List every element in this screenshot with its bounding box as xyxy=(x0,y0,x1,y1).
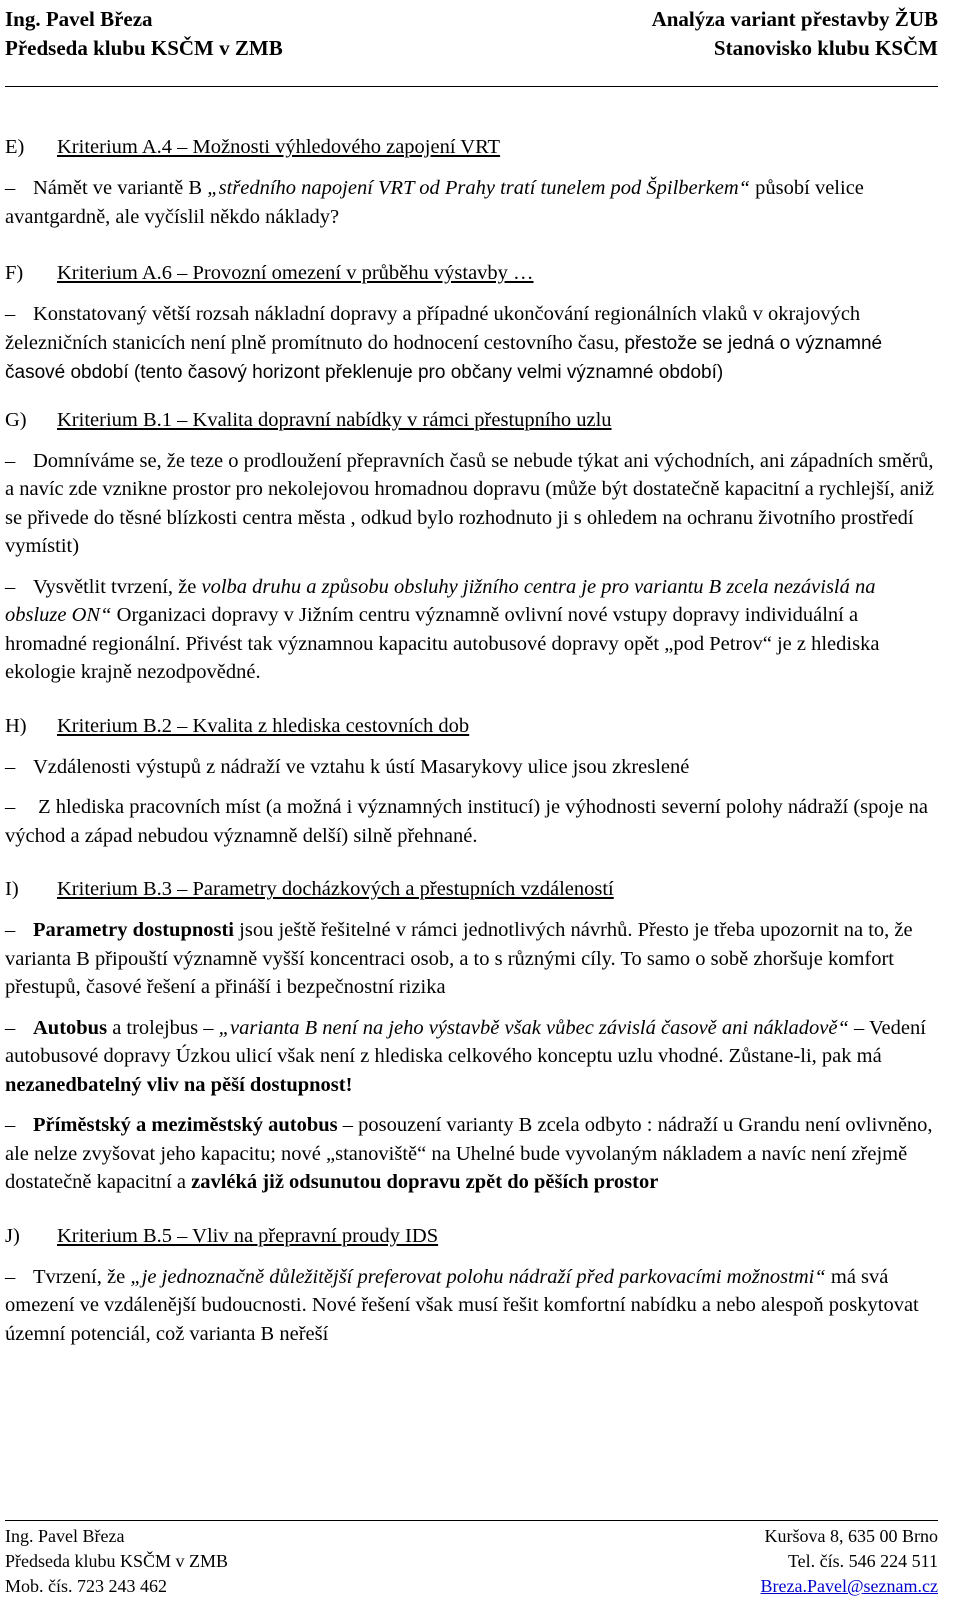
header-role: Předseda klubu KSČM v ZMB xyxy=(5,36,283,60)
footer-mobile: Mob. čís. 723 243 462 xyxy=(5,1576,167,1596)
section-letter: I) xyxy=(5,878,19,900)
bullet-dash: – xyxy=(5,177,16,199)
footer-phone: Tel. čís. 546 224 511 xyxy=(787,1551,938,1571)
bullet-dash: – xyxy=(5,1265,16,1288)
bullet-dash: – xyxy=(5,796,16,818)
page-header xyxy=(5,5,938,85)
section-g-heading xyxy=(5,405,940,435)
section-f xyxy=(5,258,940,388)
header-doc-subtitle: Stanovisko klubu KSČM xyxy=(713,36,938,60)
bullet-dash: – xyxy=(5,919,16,941)
bullet-dash: – xyxy=(5,303,16,325)
paragraph: – Z hlediska pracovních míst (a možná i významných institucí) je výhodnosti severní polohy nádraží (spoje na východ a západ nebudou významně delší) silně přehnané. xyxy=(5,793,940,850)
footer-role: Předseda klubu KSČM v ZMB xyxy=(5,1551,229,1571)
footer-right xyxy=(761,1524,939,1599)
header-right xyxy=(652,5,938,63)
paragraph: – Tvrzení, že „je jednoznačně důležitější preferovat polohu nádraží před parkovacími možnostmi“ má svá omezení ve vzdálenější budoucnosti. Nové řešení však musí řešit komfortní nabídku a nebo alespoň poskytovat územní potenciál, což varianta B neřeší xyxy=(5,1263,940,1349)
footer-name: Ing. Pavel Březa xyxy=(5,1526,125,1546)
document-body xyxy=(5,132,940,1348)
bullet-dash: – xyxy=(5,755,16,778)
section-i-heading xyxy=(5,874,940,904)
footer-rule xyxy=(5,1520,938,1521)
section-title: Kriterium B.1 – Kvalita dopravní nabídky v rámci přestupního uzlu xyxy=(57,408,612,431)
footer-address: Kuršova 8, 635 00 Brno xyxy=(764,1526,938,1546)
header-left xyxy=(5,5,283,63)
header-author: Ing. Pavel Březa xyxy=(5,7,153,31)
paragraph: – Parametry dostupnosti jsou ještě řešitelné v rámci jednotlivých návrhů. Přesto je třeba upozornit na to, že varianta B připouští významně vyšší koncentraci osob, a to s různými cíly. To samo o sobě zhoršuje komfort přestupů, časové řešení a přináší i bezpečnostní rizika xyxy=(5,916,940,1002)
section-i xyxy=(5,874,940,1197)
footer-email-link[interactable]: Breza.Pavel@seznam.cz xyxy=(760,1576,938,1596)
paragraph: – Příměstský a meziměstský autobus – posouzení varianty B zcela odbyto : nádraží u Grandu není ovlivněno, ale nelze zvyšovat jeho kapacitu; nové „stanoviště“ na Uhelné bude vyvolaným nákladem a navíc není zřejmě dostatečně kapacitní a zavléká již odsunutou dopravu zpět do pěších prostor xyxy=(5,1111,940,1197)
paragraph: – Konstatovaný větší rozsah nákladní dopravy a případné ukončování regionálních vlaků v okrajových železničních stanicích není plně promítnuto do hodnocení cestovního času, přestože se jedná o významné časové období (tento časový horizont překlenuje pro občany velmi významné období) xyxy=(5,300,940,388)
section-f-heading xyxy=(5,258,940,288)
section-letter: G) xyxy=(5,408,27,431)
header-rule xyxy=(5,86,938,87)
header-doc-title: Analýza variant přestavby ŽUB xyxy=(651,7,938,31)
bullet-dash: – xyxy=(5,1114,16,1136)
paragraph: – Vzdálenosti výstupů z nádraží ve vztahu k ústí Masarykovy ulice jsou zkreslené xyxy=(5,753,940,782)
section-title: Kriterium B.5 – Vliv na přepravní proudy IDS xyxy=(57,1224,439,1247)
bullet-dash: – xyxy=(5,449,16,472)
bullet-dash: – xyxy=(5,575,16,598)
section-title: Kriterium A.6 – Provozní omezení v průběhu výstavby … xyxy=(57,262,534,284)
page-footer xyxy=(5,1520,938,1597)
section-h-heading xyxy=(5,711,940,741)
section-j-heading xyxy=(5,1221,940,1251)
section-g xyxy=(5,405,940,687)
paragraph: – Autobus a trolejbus – „varianta B není na jeho výstavbě však vůbec závislá časově ani nákladově“ – Vedení autobusové dopravy Úzkou ulicí však není z hlediska celkového konceptu uzlu vhodné. Zůstane-li, pak má nezanedbatelný vliv na pěší dostupnost! xyxy=(5,1014,940,1100)
section-j xyxy=(5,1221,940,1349)
section-letter: H) xyxy=(5,714,27,737)
section-title: Kriterium B.2 – Kvalita z hlediska cestovních dob xyxy=(57,714,470,737)
section-letter: E) xyxy=(5,136,25,158)
footer-left xyxy=(5,1524,228,1599)
section-title: Kriterium B.3 – Parametry docházkových a přestupních vzdáleností xyxy=(57,878,614,900)
section-h xyxy=(5,711,940,851)
paragraph: – Domníváme se, že teze o prodloužení přepravních časů se nebude týkat ani východních, ani západních směrů, a navíc zde vznikne prostor pro nekolejovou hromadnou dopravu (může být dostatečně kapacitní a rychlejší, aniž se přivede do těsné blízkosti centra města , odkud bylo rozhodnuto ji s ohledem na ochranu životního prostředí vymístit) xyxy=(5,447,940,561)
section-e xyxy=(5,132,940,231)
bullet-dash: – xyxy=(5,1016,16,1039)
section-title: Kriterium A.4 – Možnosti výhledového zapojení VRT xyxy=(57,136,501,158)
section-letter: F) xyxy=(5,262,24,284)
paragraph: – Námět ve variantě B „středního napojení VRT od Prahy tratí tunelem pod Špilberkem“ působí velice avantgardně, ale vyčíslil někdo náklady? xyxy=(5,174,940,231)
section-letter: J) xyxy=(5,1224,20,1247)
paragraph: – Vysvětlit tvrzení, že volba druhu a způsobu obsluhy jižního centra je pro variantu B zcela nezávislá na obsluze ON“ Organizaci dopravy v Jižním centru významně ovlivní nové vstupy dopravy individuální a hromadné regionální. Přivést tak významnou kapacitu autobusové dopravy opět „pod Petrov“ je z hlediska ekologie krajně nezodpovědné. xyxy=(5,573,940,687)
section-e-heading xyxy=(5,132,940,162)
